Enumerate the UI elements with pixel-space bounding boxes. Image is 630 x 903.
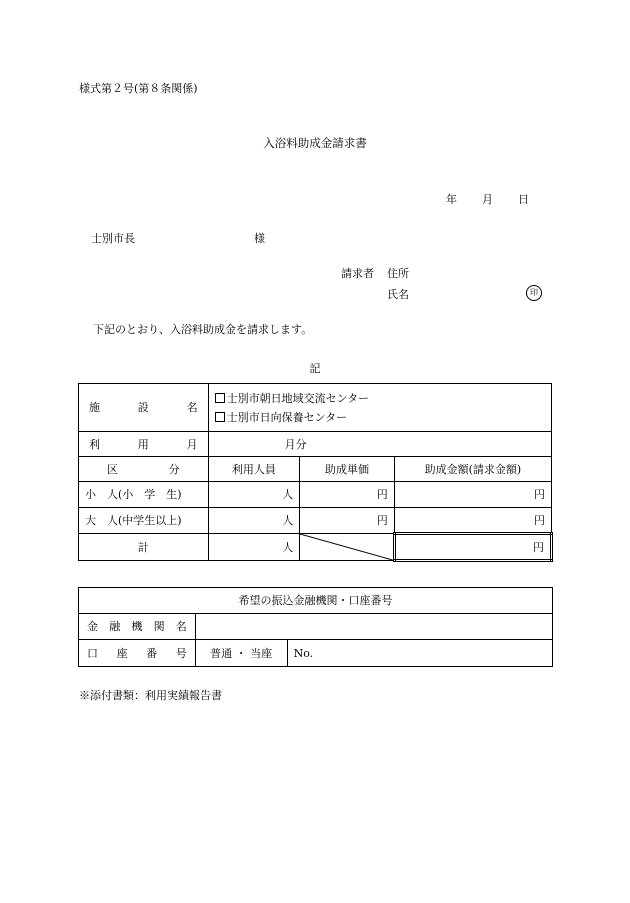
facility-option-label: 士別市日向保養センター [226, 410, 348, 424]
seal-mark: 印 [526, 285, 542, 301]
month-label-cell [79, 432, 209, 457]
date-month: 月 [482, 193, 493, 206]
row-people[interactable]: 人 [208, 482, 300, 508]
checkbox-icon[interactable] [215, 412, 225, 422]
document-title: 入浴料助成金請求書 [263, 136, 367, 150]
attachment-note: ※添付書類：利用実績報告書 [79, 689, 222, 702]
checkbox-icon[interactable] [215, 393, 225, 403]
row-category: 小 人(小 学 生) [79, 482, 209, 508]
header-unit-price: 助成単価 [300, 457, 395, 482]
account-type[interactable]: 普通 ・ 当座 [195, 640, 287, 667]
institution-label: 金融機関名 [87, 620, 187, 633]
facility-option[interactable] [215, 408, 545, 427]
account-label: 口座番号 [87, 646, 187, 660]
bank-table [78, 587, 553, 667]
header-category-text: 区分 [107, 462, 180, 476]
facility-option[interactable] [215, 389, 545, 408]
facility-label-cell [79, 384, 209, 432]
facility-options [208, 384, 551, 432]
table-row [79, 508, 552, 534]
requester-label: 請求者 [341, 267, 374, 280]
total-amount[interactable]: 円 [394, 534, 551, 561]
date-day: 日 [518, 193, 529, 206]
facility-label: 施設名 [89, 401, 198, 414]
row-amount[interactable]: 円 [394, 508, 551, 534]
row-category: 大 人(中学生以上) [79, 508, 209, 534]
diagonal-line [300, 534, 393, 560]
honorific: 様 [254, 232, 265, 245]
address-label: 住所 [387, 267, 409, 280]
month-suffix: 月分 [284, 437, 307, 451]
account-number[interactable]: No. [287, 640, 552, 667]
account-label-cell [79, 640, 196, 667]
total-unit-price-blank [300, 534, 395, 561]
bank-table-title: 希望の振込金融機関・口座番号 [79, 588, 553, 614]
form-number: 様式第２号(第８条関係) [79, 82, 198, 95]
row-unit-price[interactable]: 円 [300, 508, 395, 534]
total-row [79, 534, 552, 561]
header-category [79, 457, 209, 482]
request-statement: 下記のとおり、入浴料助成金を請求します。 [93, 323, 313, 336]
month-label: 利用月 [89, 437, 198, 451]
table-row [79, 482, 552, 508]
header-people: 利用人員 [208, 457, 300, 482]
name-label: 氏名 [387, 288, 409, 301]
row-amount[interactable]: 円 [394, 482, 551, 508]
month-value-cell[interactable] [208, 432, 551, 457]
facility-option-label: 士別市朝日地域交流センター [226, 391, 370, 405]
row-unit-price[interactable]: 円 [300, 482, 395, 508]
usage-table [78, 383, 553, 562]
institution-label-cell [79, 614, 196, 640]
total-label: 計 [79, 534, 209, 561]
header-amount: 助成金額(請求金額) [394, 457, 551, 482]
ki-heading: 記 [309, 362, 321, 375]
institution-value[interactable] [195, 614, 552, 640]
total-people[interactable]: 人 [208, 534, 300, 561]
date-line [446, 194, 529, 205]
row-people[interactable]: 人 [208, 508, 300, 534]
date-year: 年 [446, 193, 457, 206]
addressee: 士別市長 [91, 232, 135, 245]
